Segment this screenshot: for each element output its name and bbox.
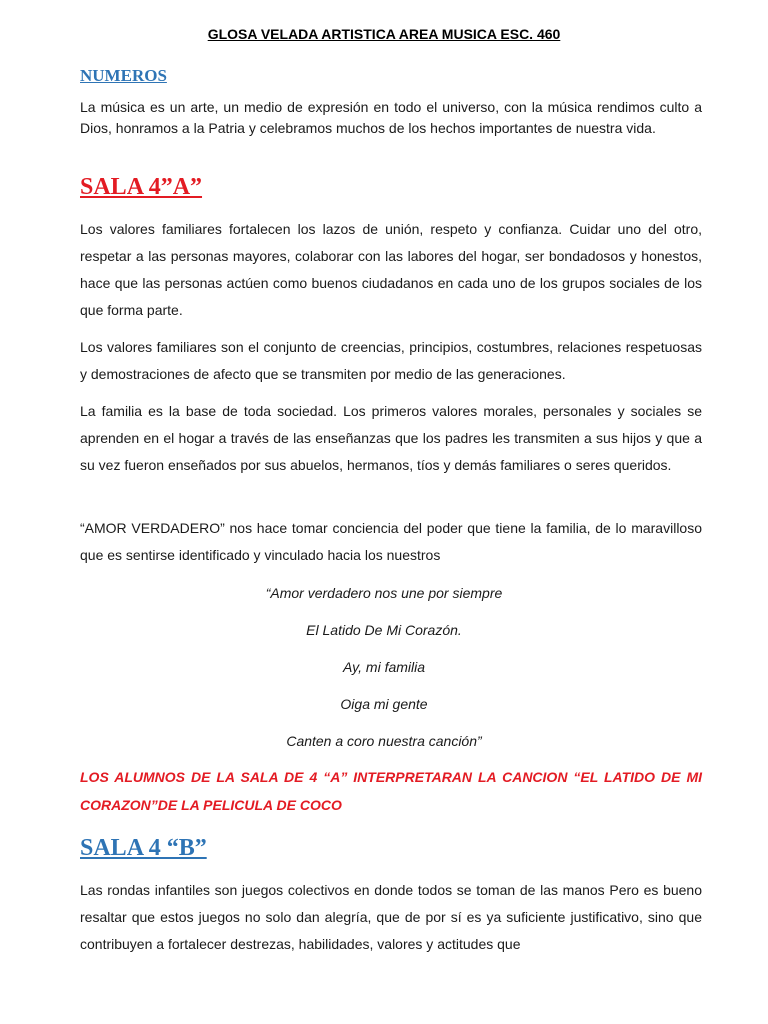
- sala-4a-paragraph-4: “AMOR VERDADERO” nos hace tomar conciencia del poder que tiene la familia, de lo maravilloso que es sentirse identificado y vinculado hacia los nuestros: [80, 520, 702, 563]
- verse-line: Canten a coro nuestra canción”: [286, 733, 482, 749]
- sala-4a-paragraph-1: Los valores familiares fortalecen los lazos de unión, respeto y confianza. Cuidar uno del otro, respetar a las personas mayores, colaborar con las labores del hogar, ser bondadosos y honestos, hace que las personas actúen como buenos ciudadanos en cada uno de los grupos sociales de los que forma parte.: [80, 221, 702, 318]
- sala-4b-paragraph: Las rondas infantiles son juegos colectivos en donde todos se toman de las manos Pero es bueno resaltar que estos juegos no solo dan alegría, que de por sí es ya suficiente justificativo, sino que contribuyen a fortalecer destrezas, habilidades, valores y actitudes que: [80, 882, 702, 952]
- section-heading-sala-4b: SALA 4 “B”: [80, 835, 207, 861]
- sala-4a-paragraph-3: La familia es la base de toda sociedad. Los primeros valores morales, personales y sociales se aprenden en el hogar a través de las enseñanzas que los padres les transmiten a sus hijos y que a su vez fueron enseñados por sus abuelos, hermanos, tíos y demás familiares o seres queridos.: [80, 403, 702, 473]
- verse-line: “Amor verdadero nos une por siempre: [265, 585, 503, 601]
- document-title: GLOSA VELADA ARTISTICA AREA MUSICA ESC. 460: [207, 26, 561, 42]
- verse-line: Ay, mi familia: [342, 659, 426, 675]
- verse-line: El Latido De Mi Corazón.: [306, 622, 462, 638]
- section-heading-numeros: NUMEROS: [80, 66, 167, 85]
- verse-line: Oiga mi gente: [340, 696, 428, 712]
- sala-4a-paragraph-2: Los valores familiares son el conjunto de creencias, principios, costumbres, relaciones respetuosas y demostraciones de afecto que se transmiten por medio de las generaciones.: [80, 339, 702, 382]
- numeros-paragraph: La música es un arte, un medio de expresión en todo el universo, con la música rendimos culto a Dios, honramos a la Patria y celebramos muchos de los hechos importantes de nuestra vida.: [80, 99, 702, 136]
- section-heading-sala-4a: SALA 4”A”: [80, 174, 203, 200]
- sala-4a-announcement: LOS ALUMNOS DE LA SALA DE 4 “A” INTERPRETARAN LA CANCION “EL LATIDO DE MI CORAZON”DE LA PELICULA DE COCO: [80, 769, 702, 813]
